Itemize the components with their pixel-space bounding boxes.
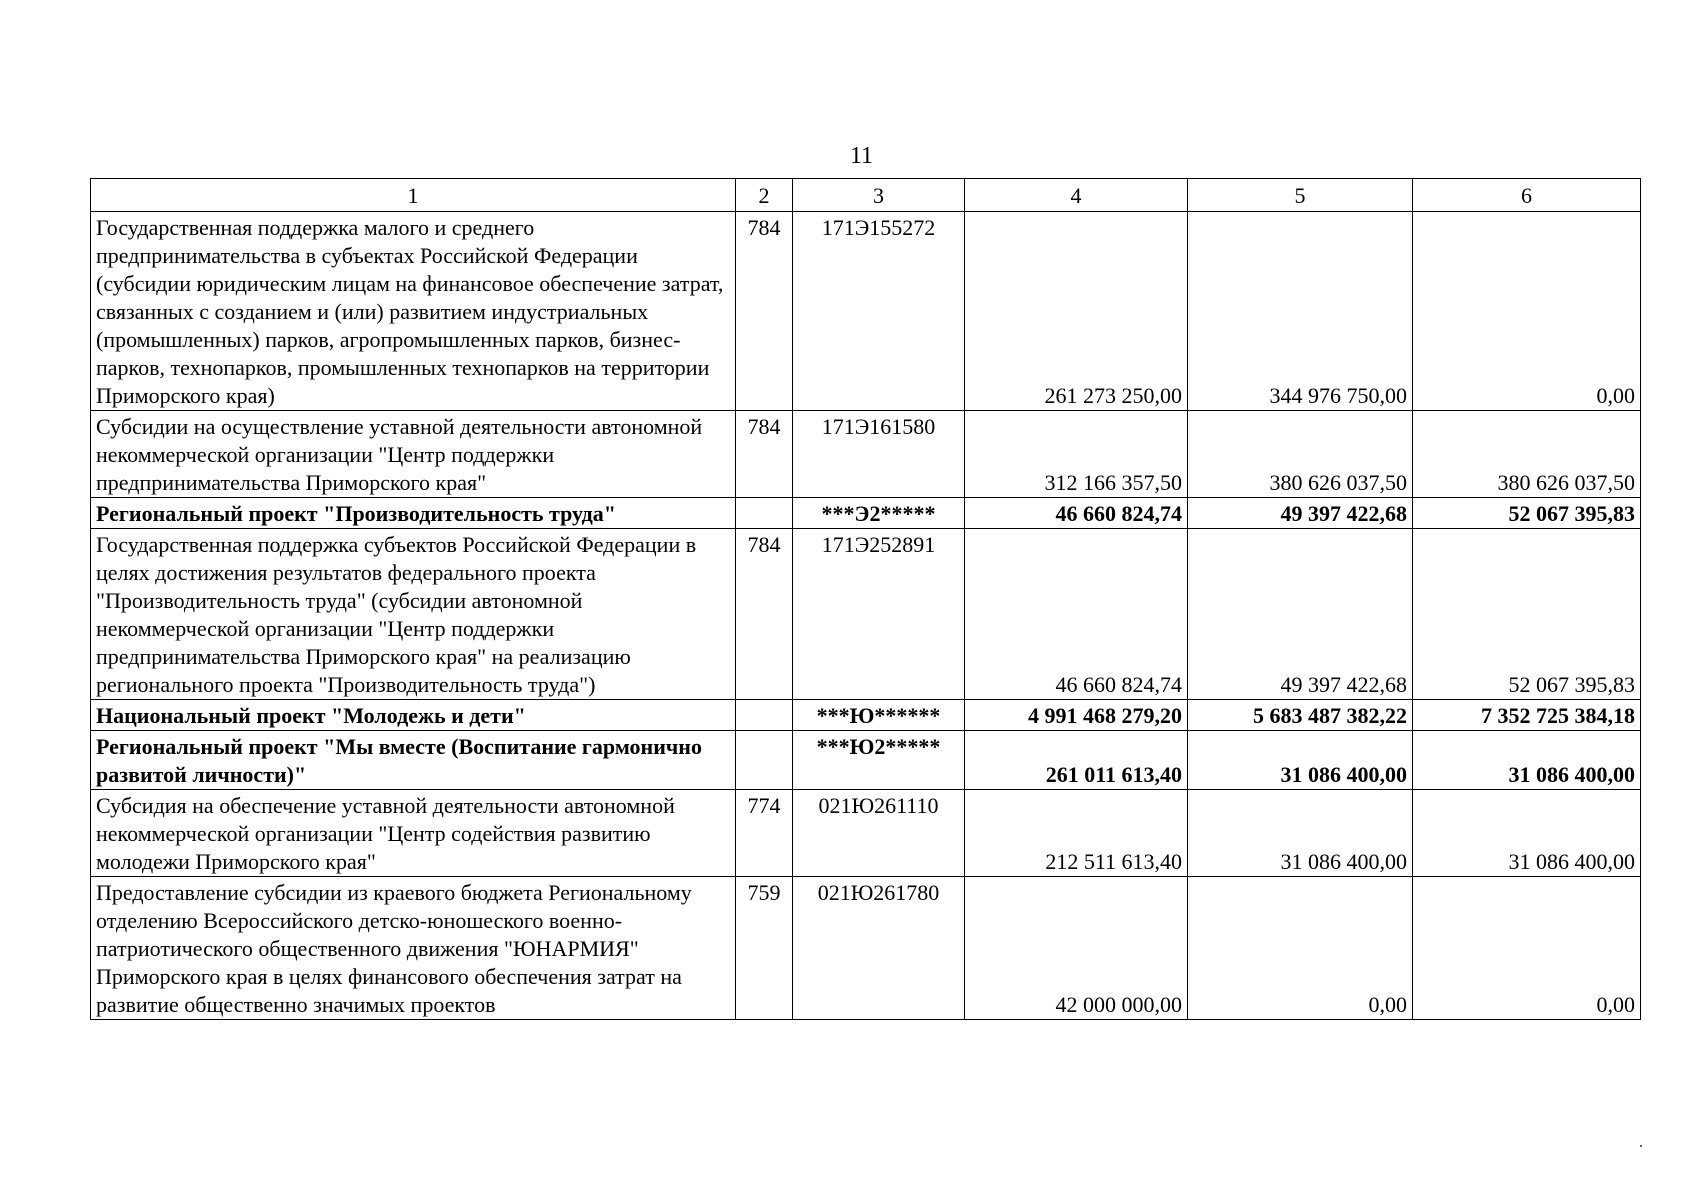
row-code: 784 bbox=[736, 212, 793, 411]
row-value-4: 46 660 824,74 bbox=[965, 529, 1188, 700]
row-value-6: 52 067 395,83 bbox=[1413, 498, 1641, 529]
row-value-4: 4 991 468 279,20 bbox=[965, 700, 1188, 731]
table-row bbox=[91, 700, 1641, 731]
row-name: Субсидии на осуществление уставной деятельности автономной некоммерческой организации "Центр поддержки предпринимательства Приморского края" bbox=[91, 411, 736, 498]
row-value-4: 261 011 613,40 bbox=[965, 731, 1188, 790]
table-row bbox=[91, 411, 1641, 498]
row-value-5: 31 086 400,00 bbox=[1188, 731, 1413, 790]
row-value-5: 49 397 422,68 bbox=[1188, 529, 1413, 700]
row-value-6: 7 352 725 384,18 bbox=[1413, 700, 1641, 731]
row-code: 774 bbox=[736, 790, 793, 877]
row-value-4: 261 273 250,00 bbox=[965, 212, 1188, 411]
row-value-5: 49 397 422,68 bbox=[1188, 498, 1413, 529]
row-value-6: 31 086 400,00 bbox=[1413, 731, 1641, 790]
table-row bbox=[91, 498, 1641, 529]
row-value-5: 380 626 037,50 bbox=[1188, 411, 1413, 498]
row-value-4: 42 000 000,00 bbox=[965, 877, 1188, 1020]
table-row bbox=[91, 731, 1641, 790]
row-value-6: 0,00 bbox=[1413, 212, 1641, 411]
row-value-5: 0,00 bbox=[1188, 877, 1413, 1020]
scan-speck bbox=[1640, 1145, 1642, 1147]
table-row bbox=[91, 790, 1641, 877]
row-name: Государственная поддержка малого и среднего предпринимательства в субъектах Российской Федерации (субсидии юридическим лицам на финансовое обеспечение затрат, связанных с созданием и (или) развитием индустриальных (промышленных) парков, агропромышленных парков, бизнес-парков, технопарков, промышленных технопарков на территории Приморского края) bbox=[91, 212, 736, 411]
row-code: 759 bbox=[736, 877, 793, 1020]
row-kcsr: 171Э161580 bbox=[793, 411, 965, 498]
row-code bbox=[736, 498, 793, 529]
row-name: Предоставление субсидии из краевого бюджета Региональному отделению Всероссийского детско-юношеского военно-патриотического общественного движения "ЮНАРМИЯ" Приморского края в целях финансового обеспечения затрат на развитие общественно значимых проектов bbox=[91, 877, 736, 1020]
page-number: 11 bbox=[849, 143, 874, 169]
row-kcsr: 021Ю261110 bbox=[793, 790, 965, 877]
column-header: 4 bbox=[965, 179, 1188, 212]
column-header: 3 bbox=[793, 179, 965, 212]
row-name: Региональный проект "Производительность труда" bbox=[91, 498, 736, 529]
budget-table bbox=[90, 178, 1641, 1020]
column-header: 2 bbox=[736, 179, 793, 212]
table-header-row bbox=[91, 179, 1641, 212]
row-value-4: 46 660 824,74 bbox=[965, 498, 1188, 529]
row-name: Региональный проект "Мы вместе (Воспитание гармонично развитой личности)" bbox=[91, 731, 736, 790]
row-name: Субсидия на обеспечение уставной деятельности автономной некоммерческой организации "Центр содействия развитию молодежи Приморского края" bbox=[91, 790, 736, 877]
row-code: 784 bbox=[736, 411, 793, 498]
row-kcsr: ***Э2***** bbox=[793, 498, 965, 529]
table-row bbox=[91, 212, 1641, 411]
row-code: 784 bbox=[736, 529, 793, 700]
row-kcsr: 021Ю261780 bbox=[793, 877, 965, 1020]
row-value-6: 0,00 bbox=[1413, 877, 1641, 1020]
column-header: 6 bbox=[1413, 179, 1641, 212]
table-row bbox=[91, 877, 1641, 1020]
row-value-5: 344 976 750,00 bbox=[1188, 212, 1413, 411]
row-value-6: 52 067 395,83 bbox=[1413, 529, 1641, 700]
row-kcsr: 171Э252891 bbox=[793, 529, 965, 700]
row-code bbox=[736, 731, 793, 790]
row-name: Национальный проект "Молодежь и дети" bbox=[91, 700, 736, 731]
row-value-5: 31 086 400,00 bbox=[1188, 790, 1413, 877]
row-value-4: 212 511 613,40 bbox=[965, 790, 1188, 877]
row-value-6: 31 086 400,00 bbox=[1413, 790, 1641, 877]
row-value-5: 5 683 487 382,22 bbox=[1188, 700, 1413, 731]
row-kcsr: 171Э155272 bbox=[793, 212, 965, 411]
row-kcsr: ***Ю2***** bbox=[793, 731, 965, 790]
row-value-6: 380 626 037,50 bbox=[1413, 411, 1641, 498]
row-code bbox=[736, 700, 793, 731]
row-kcsr: ***Ю****** bbox=[793, 700, 965, 731]
row-name: Государственная поддержка субъектов Российской Федерации в целях достижения результатов федерального проекта "Производительность труда" (субсидии автономной некоммерческой организации "Центр поддержки предпринимательства Приморского края" на реализацию регионального проекта "Производительность труда") bbox=[91, 529, 736, 700]
column-header: 1 bbox=[91, 179, 736, 212]
table-row bbox=[91, 529, 1641, 700]
row-value-4: 312 166 357,50 bbox=[965, 411, 1188, 498]
column-header: 5 bbox=[1188, 179, 1413, 212]
